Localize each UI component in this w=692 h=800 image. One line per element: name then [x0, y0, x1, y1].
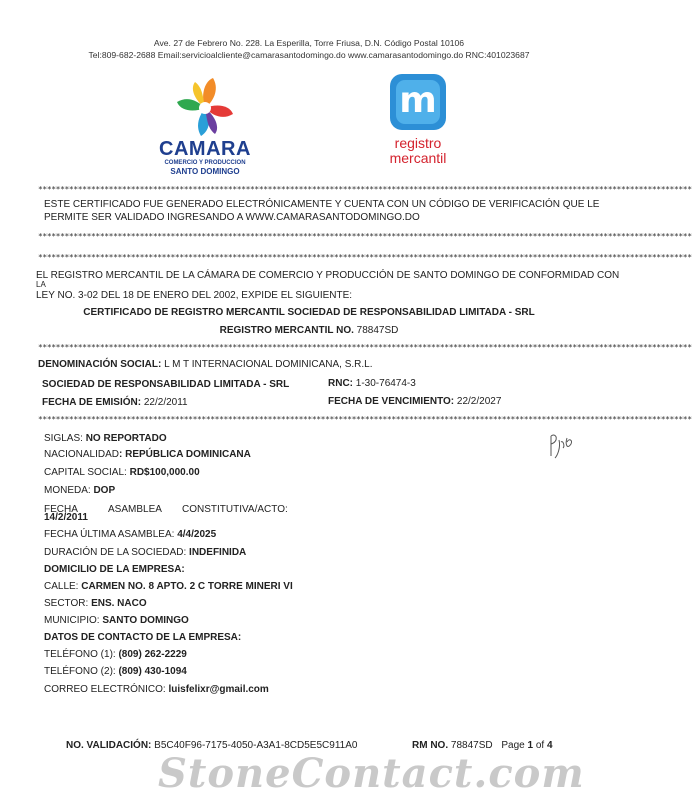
footer-page-word: Page: [501, 740, 525, 751]
capital-value: RD$100,000.00: [129, 467, 200, 478]
vencimiento-row: [328, 396, 501, 407]
telefono1-value: (809) 262-2229: [118, 649, 187, 660]
camara-logo-line2: SANTO DOMINGO: [170, 167, 240, 176]
registro-logo-letter: m: [399, 80, 437, 121]
watermark: StoneContact.com: [158, 750, 585, 797]
moneda-label: MONEDA:: [44, 485, 91, 496]
footer-page-total: 4: [546, 740, 553, 751]
vencimiento-label: FECHA DE VENCIMIENTO:: [328, 396, 455, 407]
separator-stars: ****************************************************************************************************************************************************: [38, 415, 692, 424]
telefono1-row: [44, 649, 187, 660]
rnc-row: [328, 378, 416, 389]
footer-page-current: 1: [527, 740, 534, 751]
denominacion-value: L M T INTERNACIONAL DOMINICANA, S.R.L.: [164, 359, 373, 370]
header-address: Ave. 27 de Febrero No. 228. La Esperilla, Torre Friusa, D.N. Código Postal 10106: [153, 38, 465, 48]
certificate-rm-label: REGISTRO MERCANTIL NO.: [219, 325, 354, 336]
registro-logo-line2: mercantil: [389, 150, 447, 166]
footer-validacion-label: NO. VALIDACIÓN:: [66, 740, 152, 751]
camara-pinwheel-icon: [150, 72, 260, 142]
intro-line1: EL REGISTRO MERCANTIL DE LA CÁMARA DE COMERCIO Y PRODUCCIÓN DE SANTO DOMINGO DE CONFORMIDAD CON: [36, 270, 620, 281]
vencimiento-value: 22/2/2027: [456, 396, 502, 407]
domicilio-heading: DOMICILIO DE LA EMPRESA:: [44, 564, 185, 575]
intro-overlap: LA: [36, 280, 46, 289]
moneda-value: DOP: [93, 485, 116, 496]
nacionalidad-row: [44, 449, 251, 460]
registro-logo-square-icon: [390, 74, 446, 130]
municipio-value: SANTO DOMINGO: [102, 615, 189, 626]
calle-label: CALLE:: [44, 581, 79, 592]
footer-page-of: of: [535, 740, 545, 751]
signature-icon: [545, 430, 579, 460]
correo-row: [44, 684, 269, 695]
sector-row: [44, 598, 147, 609]
telefono2-value: (809) 430-1094: [118, 666, 187, 677]
siglas-label: SIGLAS:: [44, 433, 83, 444]
nacionalidad-value: : REPÚBLICA DOMINICANA: [119, 449, 251, 460]
municipio-label: MUNICIPIO:: [44, 615, 100, 626]
ultima-asamblea-value: 4/4/2025: [177, 529, 217, 540]
asamblea-w1: FECHA: [44, 504, 78, 515]
denominacion-row: [38, 359, 373, 370]
ultima-asamblea-row: [44, 529, 216, 540]
separator-stars: ****************************************************************************************************************************************************: [38, 185, 692, 194]
header-contact: Tel:809-682-2688 Email:servicioalcliente@camarasantodomingo.do www.camarasantodomingo.do RNC:401023687: [88, 50, 530, 60]
calle-row: [44, 581, 293, 592]
emision-row: [42, 397, 188, 408]
registro-logo: [382, 72, 462, 172]
nacionalidad-label: NACIONALIDAD: [44, 449, 120, 460]
intro-line2: LEY NO. 3-02 DEL 18 DE ENERO DEL 2002, EXPIDE EL SIGUIENTE:: [36, 290, 353, 301]
emision-label: FECHA DE EMISIÓN:: [42, 397, 142, 408]
capital-label: CAPITAL SOCIAL:: [44, 467, 127, 478]
telefono2-row: [44, 666, 187, 677]
asamblea-w2: ASAMBLEA: [108, 504, 162, 515]
moneda-row: [44, 485, 115, 496]
sector-value: ENS. NACO: [91, 598, 147, 609]
camara-logo-title: CAMARA: [159, 138, 251, 160]
separator-stars: ****************************************************************************************************************************************************: [38, 253, 692, 262]
contacto-heading: DATOS DE CONTACTO DE LA EMPRESA:: [44, 632, 242, 643]
denominacion-label: DENOMINACIÓN SOCIAL:: [38, 359, 162, 370]
footer-rm-value: 78847SD: [450, 740, 493, 751]
duracion-value: INDEFINIDA: [189, 547, 247, 558]
asamblea-w3: CONSTITUTIVA/ACTO:: [182, 504, 288, 515]
emision-value: 22/2/2011: [143, 397, 188, 408]
rnc-label: RNC:: [328, 378, 353, 389]
municipio-row: [44, 615, 189, 626]
footer-validacion-value: B5C40F96-7175-4050-A3A1-8CD5E5C911A0: [154, 740, 358, 751]
separator-stars: ****************************************************************************************************************************************************: [38, 343, 692, 352]
telefono2-label: TELÉFONO (2):: [44, 666, 116, 677]
notice-line1: ESTE CERTIFICADO FUE GENERADO ELECTRÓNICAMENTE Y CUENTA CON UN CÓDIGO DE VERIFICACIÓN QUE LE: [44, 199, 600, 210]
correo-value: luisfelixr@gmail.com: [168, 684, 269, 695]
registro-logo-line1: registro: [394, 135, 442, 151]
rnc-value: 1-30-76474-3: [355, 378, 416, 389]
camara-logo-line1: COMERCIO Y PRODUCCION: [164, 160, 246, 166]
camara-logo: [150, 72, 260, 182]
correo-label: CORREO ELECTRÓNICO:: [44, 684, 166, 695]
sector-label: SECTOR:: [44, 598, 89, 609]
siglas-row: [44, 433, 167, 444]
ultima-asamblea-label: FECHA ÚLTIMA ASAMBLEA:: [44, 529, 175, 540]
asamblea-value: 14/2/2011: [44, 512, 88, 523]
capital-row: [44, 467, 200, 478]
certificate-title: CERTIFICADO DE REGISTRO MERCANTIL SOCIEDAD DE RESPONSABILIDAD LIMITADA - SRL: [83, 307, 535, 318]
telefono1-label: TELÉFONO (1):: [44, 649, 116, 660]
duracion-row: [44, 547, 246, 558]
siglas-value: NO REPORTADO: [85, 433, 167, 444]
notice-line2: PERMITE SER VALIDADO INGRESANDO A WWW.CAMARASANTODOMINGO.DO: [44, 212, 420, 223]
footer-rm-label: RM NO.: [412, 740, 449, 751]
separator-stars: ****************************************************************************************************************************************************: [38, 232, 692, 241]
calle-value: CARMEN NO. 8 APTO. 2 C TORRE MINERI VI: [81, 581, 293, 592]
certificate-rm-value: 78847SD: [356, 325, 399, 336]
certificate-rm: [0, 325, 618, 336]
duracion-label: DURACIÓN DE LA SOCIEDAD:: [44, 547, 187, 558]
company-type: SOCIEDAD DE RESPONSABILIDAD LIMITADA - SRL: [42, 379, 290, 390]
